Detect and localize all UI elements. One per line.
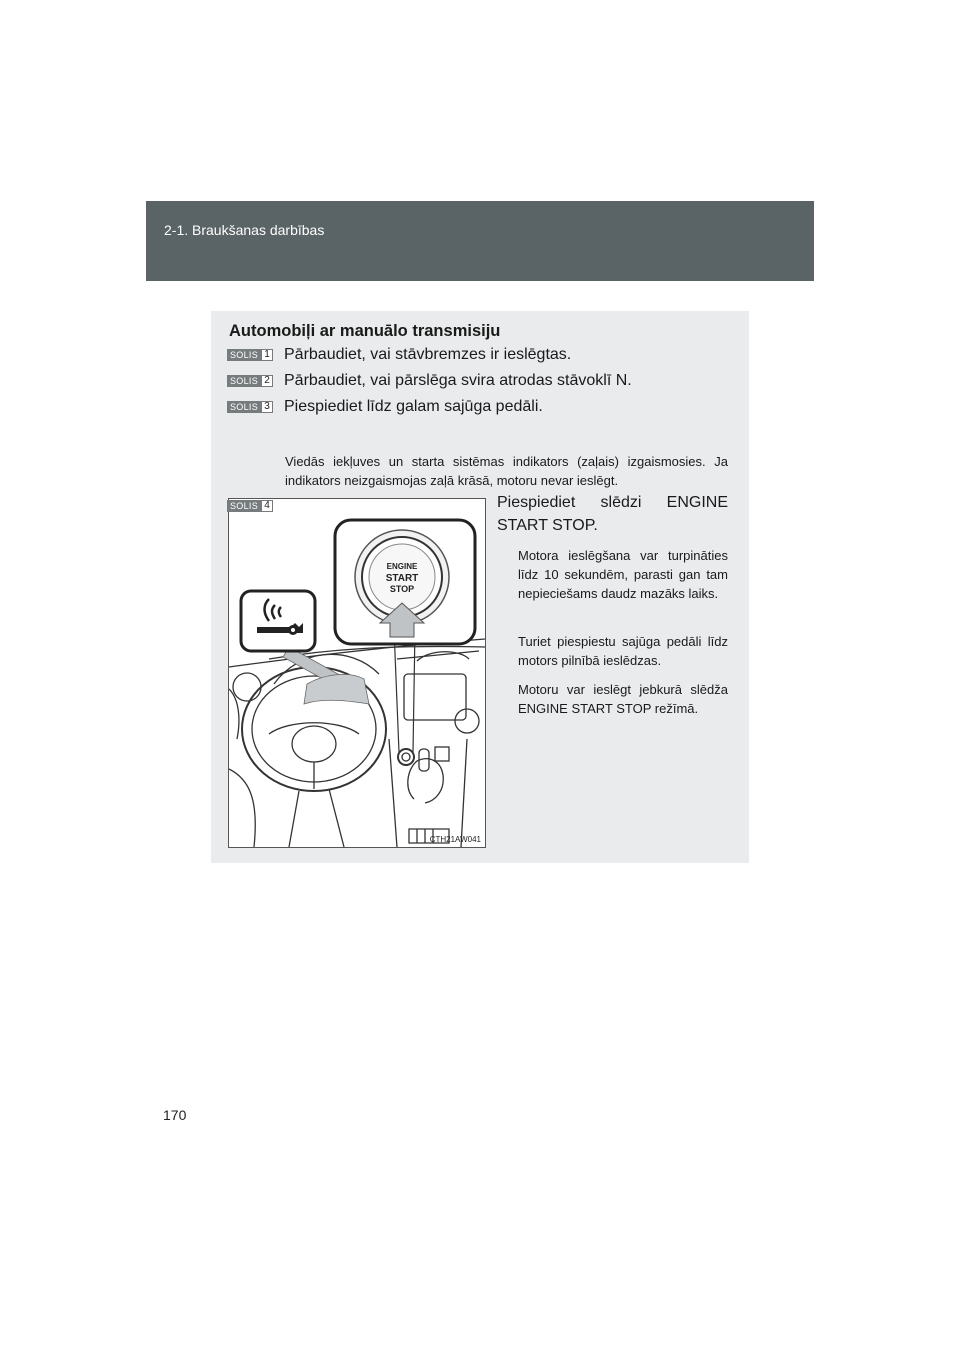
step-4-paragraph-1: Motora ieslēgšana var turpināties līdz 10 sekundēm, parasti gan tam nepieciešams daudz mazāks laiks. bbox=[518, 548, 728, 601]
step-text: Piespiediet līdz galam sajūga pedāli. bbox=[284, 398, 543, 415]
step-4-paragraph-3: Motoru var ieslēgt jebkurā slēdža ENGINE START STOP režīmā. bbox=[518, 682, 728, 716]
button-line-1: ENGINE bbox=[386, 562, 418, 571]
step-text: Pārbaudiet, vai stāvbremzes ir ieslēgtas. bbox=[284, 346, 572, 363]
figure-code: CTH21AW041 bbox=[429, 835, 481, 844]
engine-start-illustration bbox=[228, 498, 486, 848]
step-badge: SOLIS 2 bbox=[227, 375, 273, 387]
step-badge: SOLIS 1 bbox=[227, 349, 273, 361]
key-indicator-callout bbox=[241, 591, 315, 651]
panel-title: Automobiļi ar manuālo transmisiju bbox=[229, 322, 501, 340]
step-text: Pārbaudiet, vai pārslēga svira atrodas stāvoklī N. bbox=[284, 372, 632, 389]
instruction-panel bbox=[211, 311, 749, 863]
step-4-badge: SOLIS 4 bbox=[227, 500, 273, 512]
section-title: 2-1. Braukšanas darbības bbox=[164, 222, 325, 238]
step-4-paragraph-2: Turiet piespiestu sajūga pedāli līdz motors pilnībā ieslēdzas. bbox=[518, 634, 728, 668]
step-3-note: Viedās iekļuves un starta sistēmas indikators (zaļais) izgaismosies. Ja indikators neizgaismojas zaļā krāsā, motoru nevar ieslēgt. bbox=[285, 454, 728, 488]
button-line-3: STOP bbox=[389, 584, 415, 594]
section-header bbox=[146, 201, 814, 281]
step-badge: SOLIS 3 bbox=[227, 401, 273, 413]
page-number: 170 bbox=[163, 1107, 187, 1123]
step-4-text: Piespiediet slēdzi ENGINE START STOP. bbox=[497, 494, 728, 534]
button-line-2: START bbox=[385, 573, 419, 584]
dashboard-illustration bbox=[229, 499, 485, 847]
